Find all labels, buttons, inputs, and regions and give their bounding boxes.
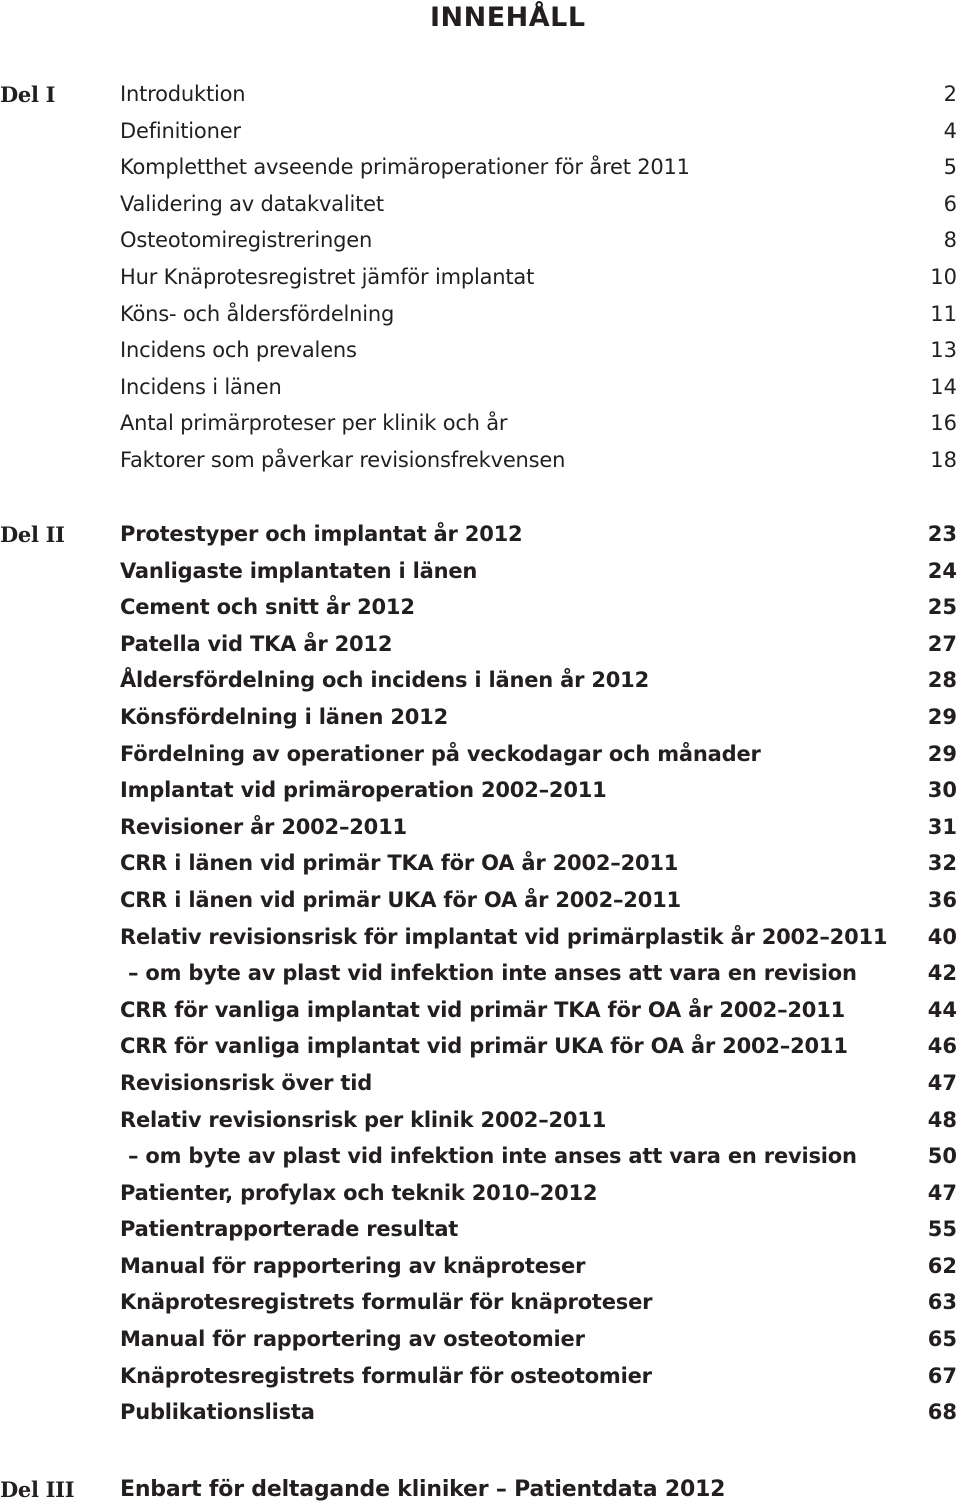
toc-entry[interactable] [0, 1102, 960, 1139]
toc-entry-page: 63 [927, 1290, 957, 1315]
toc-entry-title: Revisionsrisk över tid [120, 1070, 373, 1095]
toc-entry[interactable] [0, 955, 960, 992]
toc-entry[interactable] [0, 845, 960, 882]
toc-entry-title: CRR för vanliga implantat vid primär TKA för OA år 2002–2011 [120, 997, 846, 1022]
toc-entry-page: 14 [930, 374, 957, 399]
toc-entry-page: 67 [927, 1363, 957, 1388]
toc-entry[interactable] [0, 626, 960, 663]
toc-entry-title: Validering av datakvalitet [120, 191, 384, 216]
toc-entry-title: Revisioner år 2002–2011 [120, 814, 407, 839]
toc-entry-title: Relativ revisionsrisk för implantat vid primärplastik år 2002–2011 [120, 924, 888, 949]
toc-entry-title: Fördelning av operationer på veckodagar och månader [120, 741, 761, 766]
toc-entry-page: 29 [927, 741, 957, 766]
toc-entry[interactable] [0, 1321, 960, 1358]
toc-entry-page: 23 [927, 522, 957, 546]
toc-entry-page: 11 [930, 301, 957, 326]
toc-entry[interactable] [0, 516, 960, 553]
toc-entry-title: Vanligaste implantaten i länen [120, 558, 478, 583]
toc-entry-title: Knäprotesregistrets formulär för knäproteser [120, 1290, 653, 1315]
toc-entry[interactable] [0, 1065, 960, 1102]
toc-entry-page: 32 [927, 851, 957, 876]
toc-entry-page: 48 [927, 1107, 957, 1132]
toc-entry-page: 6 [943, 191, 957, 216]
toc-entry-title: Protestyper och implantat år 2012 [120, 522, 523, 546]
toc-entry-page: 2 [943, 82, 957, 106]
toc-entry-title: Incidens och prevalens [120, 338, 357, 363]
toc-entry[interactable] [0, 149, 960, 186]
toc-entry-page: 29 [927, 704, 957, 729]
toc-entry-page: 44 [927, 997, 957, 1022]
toc-entry[interactable] [0, 1358, 960, 1395]
toc-entry-page: 10 [930, 264, 957, 289]
toc-entry-title: Osteotomiregistreringen [120, 228, 373, 253]
toc-entry-title: CRR i länen vid primär UKA för OA år 2002–2011 [120, 887, 681, 912]
toc-entry-title: Antal primärproteser per klinik och år [120, 411, 508, 436]
section-heading[interactable]: Enbart för deltagande kliniker – Patientdata 2012 [120, 1477, 726, 1502]
toc-entry-page: 55 [927, 1217, 957, 1242]
toc-entry-page: 16 [930, 411, 957, 436]
toc-entry-title: Patienter, profylax och teknik 2010–2012 [120, 1180, 598, 1205]
section-del-2 [0, 516, 960, 1431]
toc-entry-page: 40 [927, 924, 957, 949]
toc-entry[interactable] [0, 222, 960, 259]
toc-entry-page: 5 [943, 155, 957, 180]
toc-entry-title: Publikationslista [120, 1400, 315, 1425]
section-del-1 [0, 76, 960, 479]
toc-entry-page: 13 [930, 338, 957, 363]
toc-entry-page: 27 [927, 631, 957, 656]
toc-entry-page: 31 [927, 814, 957, 839]
toc-entry-page: 50 [927, 1144, 957, 1169]
toc-entry-page: 62 [927, 1253, 957, 1278]
toc-entry-title: Könsfördelning i länen 2012 [120, 704, 448, 729]
toc-entry-title: Relativ revisionsrisk per klinik 2002–2011 [120, 1107, 607, 1132]
toc-entry-page: 42 [927, 961, 957, 986]
toc-entry[interactable] [0, 332, 960, 369]
toc-entry-page: 46 [927, 1034, 957, 1059]
section-label: Del I [0, 82, 56, 107]
toc-entry-title: Köns- och åldersfördelning [120, 301, 395, 326]
toc-entry-title: Faktorer som påverkar revisionsfrekvensen [120, 447, 566, 472]
toc-entry[interactable] [0, 589, 960, 626]
toc-entry-title: Kompletthet avseende primäroperationer för året 2011 [120, 155, 690, 180]
toc-entry-title: Incidens i länen [120, 374, 282, 399]
toc-entry-title: Cement och snitt år 2012 [120, 595, 415, 620]
page-title: INNEHÅLL [430, 2, 586, 33]
toc-entry[interactable] [0, 1284, 960, 1321]
toc-entry[interactable] [0, 296, 960, 333]
toc-entry-page: 25 [927, 595, 957, 620]
toc-entry[interactable] [0, 882, 960, 919]
toc-entry[interactable] [0, 992, 960, 1029]
toc-entry-title: Knäprotesregistrets formulär för osteotomier [120, 1363, 652, 1388]
toc-entry-title: CRR i länen vid primär TKA för OA år 2002–2011 [120, 851, 679, 876]
toc-entry-title: Patientrapporterade resultat [120, 1217, 459, 1242]
toc-entry[interactable] [0, 259, 960, 296]
toc-entry[interactable] [0, 1394, 960, 1431]
section-label: Del III [0, 1477, 75, 1502]
toc-entry-page: 28 [927, 668, 957, 693]
toc-entry-page: 47 [927, 1070, 957, 1095]
toc-entry-title: – om byte av plast vid infektion inte anses att vara en revision [128, 1144, 857, 1169]
toc-entry[interactable] [0, 76, 960, 113]
toc-entry-page: 18 [930, 447, 957, 472]
toc-entry[interactable] [0, 1248, 960, 1285]
toc-entry-page: 65 [927, 1327, 957, 1352]
toc-entry-title: Manual för rapportering av osteotomier [120, 1327, 585, 1352]
toc-entry-title: – om byte av plast vid infektion inte anses att vara en revision [128, 961, 857, 986]
toc-entry-page: 30 [927, 778, 957, 803]
toc-entry-page: 68 [927, 1400, 957, 1425]
toc-entry-title: Manual för rapportering av knäproteser [120, 1253, 586, 1278]
section-label: Del II [0, 522, 65, 547]
toc-entry[interactable] [0, 1175, 960, 1212]
toc-entry[interactable] [0, 699, 960, 736]
toc-entry[interactable] [0, 662, 960, 699]
toc-entry[interactable] [0, 1211, 960, 1248]
toc-entry-page: 8 [943, 228, 957, 253]
toc-entry[interactable] [0, 113, 960, 150]
toc-entry-title: Implantat vid primäroperation 2002–2011 [120, 778, 607, 803]
toc-entry-title: CRR för vanliga implantat vid primär UKA för OA år 2002–2011 [120, 1034, 848, 1059]
toc-entry-page: 4 [943, 118, 957, 143]
toc-entry[interactable] [0, 186, 960, 223]
toc-entry[interactable] [0, 919, 960, 956]
toc-entry-title: Hur Knäprotesregistret jämför implantat [120, 264, 535, 289]
toc-entry[interactable] [0, 772, 960, 809]
toc-entry-page: 47 [927, 1180, 957, 1205]
toc-entry[interactable] [0, 442, 960, 479]
toc-entry[interactable] [0, 553, 960, 590]
toc-entry-title: Patella vid TKA år 2012 [120, 631, 393, 656]
toc-entry-title: Introduktion [120, 82, 246, 106]
toc-entry-title: Åldersfördelning och incidens i länen år 2012 [120, 668, 650, 693]
toc-entry-page: 36 [927, 887, 957, 912]
toc-entry[interactable] [0, 809, 960, 846]
toc-entry[interactable] [0, 1138, 960, 1175]
toc-entry[interactable] [0, 405, 960, 442]
toc-entry[interactable] [0, 1028, 960, 1065]
toc-entry[interactable] [0, 369, 960, 406]
toc-entry-title: Definitioner [120, 118, 241, 143]
toc-entry-page: 24 [927, 558, 957, 583]
toc-entry[interactable] [0, 736, 960, 773]
